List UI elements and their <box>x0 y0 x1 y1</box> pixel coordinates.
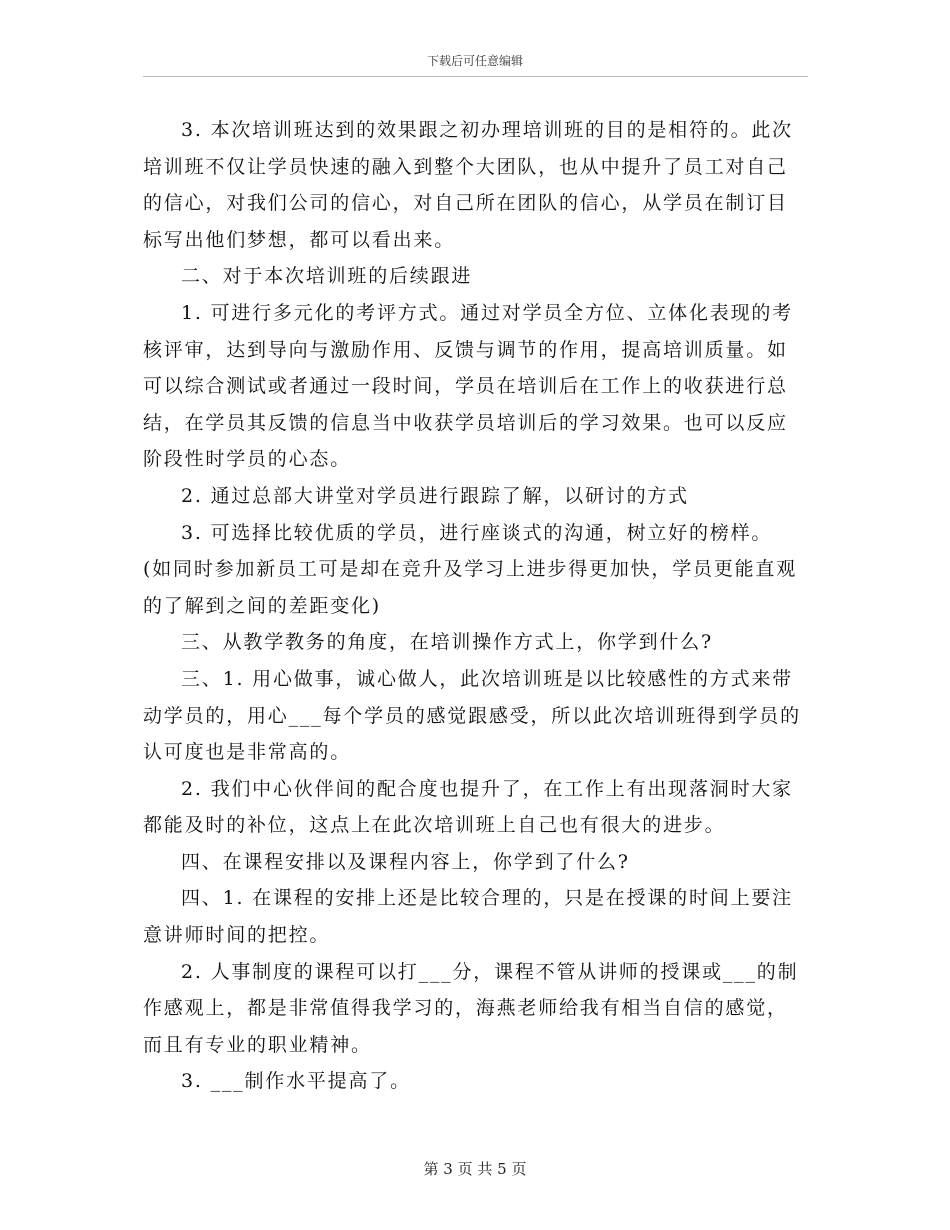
section-heading-followup: 二、对于本次培训班的后续跟进 <box>181 265 473 288</box>
paragraph-followup-note: (如同时参加新员工可是却在竞升及学习上进步得更加快，学员更能直观的了解到之间的差距变化) <box>143 558 798 617</box>
section-heading-teaching: 三、从教学教务的角度，在培训操作方式上，你学到什么? <box>181 631 713 654</box>
paragraph-teaching-2: 2. 我们中心伙伴间的配合度也提升了，在工作上有出现落洞时大家都能及时的补位，这点上在此次培训班上自己也有很大的进步。 <box>143 777 793 837</box>
paragraph-item3-effect: 3. 本次培训班达到的效果跟之初办理培训班的目的是相符的。此次培训班不仅让学员快速的融入到整个大团队，也从中提升了员工对自己的信心，对我们公司的信心，对自己所在团队的信心，从学员在制订目标写出他们梦想，都可以看出来。 <box>143 119 793 251</box>
paragraph-followup-1: 1. 可进行多元化的考评方式。通过对学员全方位、立体化表现的考核评审，达到导向与激励作用、反馈与调节的作用，提高培训质量。如可以综合测试或者通过一段时间，学员在培训后在工作上的收获进行总结，在学员其反馈的信息当中收获学员培训后的学习效果。也可以反应阶段性时学员的心态。 <box>143 301 793 471</box>
paragraph-course-1: 四、1. 在课程的安排上还是比较合理的，只是在授课的时间上要注意讲师时间的把控。 <box>143 887 793 947</box>
paragraph-teaching-1: 三、1. 用心做事，诚心做人，此次培训班是以比较感性的方式来带动学员的，用心___每个学员的感觉跟感受，所以此次培训班得到学员的认可度也是非常高的。 <box>143 667 801 764</box>
section-heading-course: 四、在课程安排以及课程内容上，你学到了什么? <box>181 850 630 873</box>
paragraph-course-3: 3. ___制作水平提高了。 <box>181 1070 411 1093</box>
page-header: 下载后可任意编辑 <box>426 54 523 68</box>
paragraph-course-2: 2. 人事制度的课程可以打___分，课程不管从讲师的授课或___的制作感观上，都是非常值得我学习的，海燕老师给我有相当自信的感觉，而且有专业的职业精神。 <box>143 960 799 1056</box>
paragraph-followup-2: 2. 通过总部大讲堂对学员进行跟踪了解，以研讨的方式 <box>181 484 689 507</box>
header-divider <box>143 76 808 77</box>
page-number-footer: 第 3 页 共 5 页 <box>423 1160 527 1178</box>
paragraph-followup-3: 3. 可选择比较优质的学员，进行座谈式的沟通，树立好的榜样。 <box>181 521 773 544</box>
document-body <box>143 112 808 1100</box>
